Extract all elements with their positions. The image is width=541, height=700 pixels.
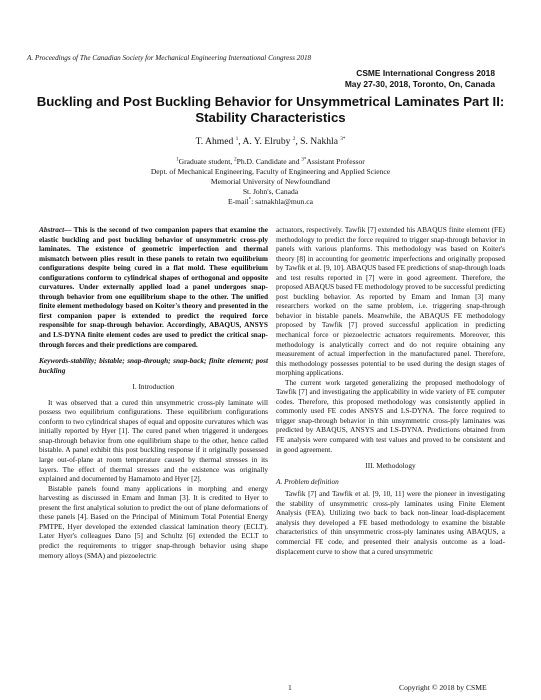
section-heading-methodology: III. Methodology: [365, 461, 416, 471]
proceedings-line: A. Proceedings of The Canadian Society for Mechanical Engineering International Congress 2018: [27, 54, 312, 62]
copyright-notice: Copyright © 2018 by CSME: [399, 683, 487, 692]
section-heading-introduction: I. Introduction: [132, 382, 175, 392]
subsection-problem-definition: A. Problem definition: [276, 476, 339, 486]
page-number: 1: [288, 683, 292, 692]
abstract-label: Abstract—: [39, 225, 72, 234]
right-paragraph-2: The current work targeted generalizing the proposed methodology of Tawfik [7] and investigating the applicability in wide variety of FE computer codes. Therefore, this proposed methodology was consistently applied in commonly used FE codes ANSYS and LS-DYNA. The force required to trigger snap-through behavior in thin unsymmetric cross-ply laminates was predicted by ABAQUS, ANSYS and LS-DYNA. Predictions obtained from FE analysis were compared with test values and proved to be consistent and in good agreement.: [276, 377, 505, 454]
congress-name: CSME International Congress 2018: [356, 68, 495, 78]
affiliation-department: Dept. of Mechanical Engineering, Faculty of Engineering and Applied Science: [150, 167, 391, 176]
left-column: [39, 225, 268, 560]
intro-paragraph-2: Bistable panels found many applications in morphing and energy harvesting as discussed in Emam and Inman [3]. It is credited to Hyer to present the first analytical solution to predict the out of plane deformations of these panels [4]. Based on the Principal of Minimum Total Potential Energy PMTPE, Hyer developed the extended classical lamination theory (ECLT). Later Hyer's colleagues Dano [5] and Schultz [6] extended the ECLT to predict the requirements to trigger snap-through behavior using shape memory alloys (SMA) and piezoelectric: [39, 483, 268, 560]
affiliation-location: St. John's, Canada: [242, 187, 299, 196]
affiliation-roles: $^1$Graduate student, $^2$Ph.D. Candidate and $^{3*}$Assistant Professor: [176, 157, 365, 166]
abstract-text: This is the second of two companion papers that examine the elastic buckling and post buckling behavior of unsymmetric cross-ply laminates. The existence of geometric imperfection and thermal mismatch between plies result in these panels to retain two equilibrium configurations despite being cured in a flat mold. These equilibrium configurations conform to cylindrical shapes of orthogonal and opposite curvatures. Under externally applied load a panel undergoes snap-through behavior from one equilibrium shape to the other. The unified finite element methodology based on Koiter's theory and presented in the first companion paper is extended to predict the required force responsible for snap-through behavior. Accordingly, ABAQUS, ANSYS and LS-DYNA finite element codes are used to predict the critical snap-through forces and their predictions are compared.: [39, 225, 268, 349]
congress-dates: May 27-30, 2018, Toronto, On, Canada: [344, 79, 495, 89]
contact-email: E-mail*: satnakhla@mun.ca: [228, 197, 313, 206]
right-paragraph-1: actuators, respectively. Tawfik [7] extended his ABAQUS finite element (FE) methodology to predict the force required to trigger snap-through behavior in panels with various planforms. This methodology was based on Koiter's theory [8] in accounting for geometric imperfections and originally proposed by Tawfik et al. [9, 10]. ABAQUS based FE predictions of snap-through loads and test results reported in [7] were in good agreement. Therefore, the proposed ABAQUS based FE methodology proved to be successful predicting post buckling behavior. As reported by Emam and Inman [3] many researchers worked on the same problem, i.e. triggering snap-through behavior in bistable panels. Meanwhile, the ABAQUS FE methodology proposed by Tawfik [7] proved successful application in predicting mechanical force or piezoelectric actuators requirements. Moreover, this methodology is analytically correct and do not require obtaining any measurement of actual imperfection in the manufactured panel. Therefore, this methodology possesses potential to be used during the design stages of morphing applications.: [276, 225, 505, 378]
methodology-paragraph: Tawfik [7] and Tawfik et al. [9, 10, 11] were the pioneer in investigating the stability of unsymmetric cross-ply laminates using Finite Element Analysis (FEA). Utilizing two back to back non-linear load-displacement analysis they developed a FE based methodology to examine the bistable characteristics of thin unsymmetric cross-ply laminates using ABAQUS, a commercial FE code, and presented their analysis outcome as a load-displacement curve to show that a cured unsymmetric: [276, 489, 505, 556]
intro-paragraph-1: It was observed that a cured thin unsymmetric cross-ply laminate will possess two equilibrium configurations. These equilibrium configurations conform to two cylindrical shapes of equal and opposite curvatures which was initially reported by Hyer [1]. The cured panel when triggered it undergoes snap-through behavior from one equilibrium shape to the other, hence called bistable. A panel exhibit this post buckling response if it originally possessed large out-of-plane at room temperature caused by thermal stresses in its layers. The effect of thermal stresses and the existence was originally explained and documented by Hamamoto and Hyer [2].: [39, 397, 268, 484]
keywords: Keywords-stability; bistable; snap-through; snap-back; finite element; post buckling: [39, 356, 268, 375]
abstract: [39, 225, 268, 349]
paper-title: Buckling and Post Buckling Behavior for Unsymmetrical Laminates Part II: Stability Characteristics: [36, 94, 505, 125]
right-column: [276, 225, 505, 556]
affiliation-university: Memorial University of Newfoundland: [210, 177, 331, 186]
author-list: T. Ahmed $^1$, A. Y. Elruby $^2$, S. Nakhla $^{3*}$: [195, 136, 346, 147]
